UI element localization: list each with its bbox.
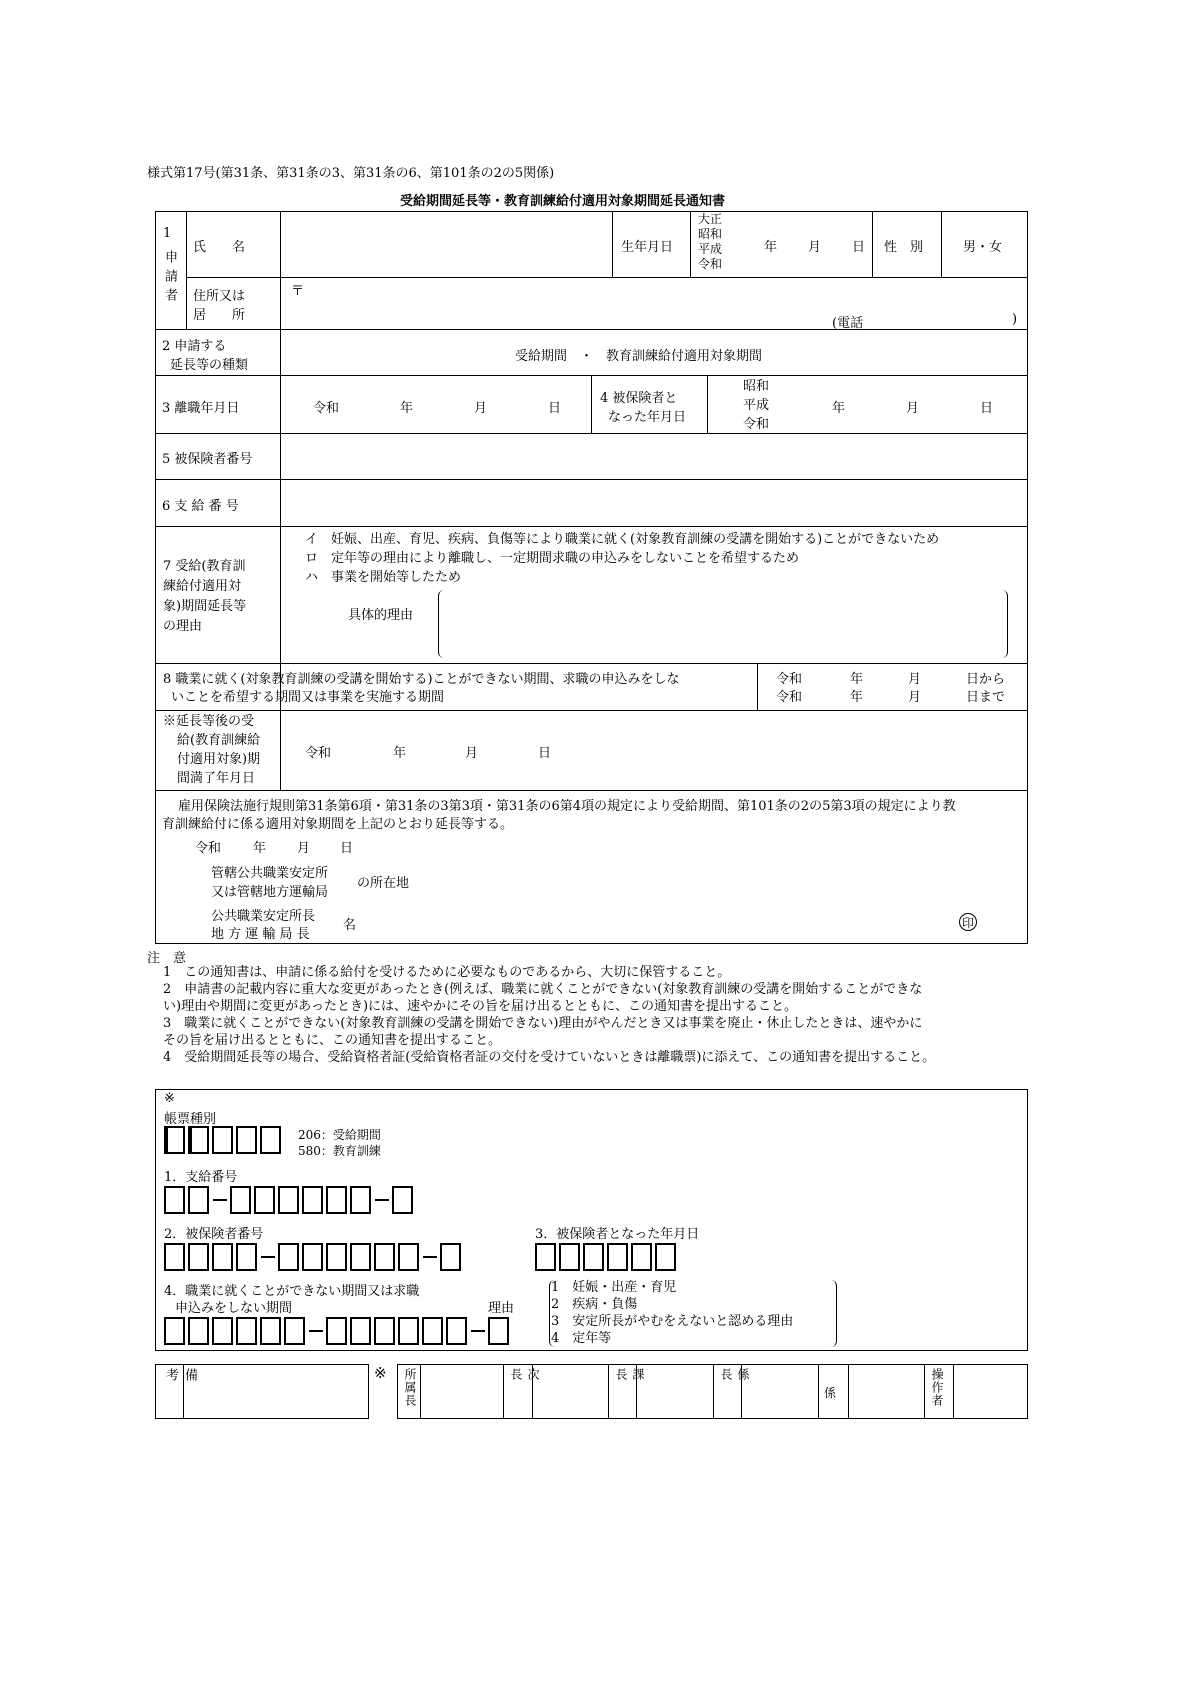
head-line2: 地 方 運 輸 局 長 (211, 927, 310, 942)
end-date-year: 年 (393, 746, 407, 761)
head-line1: 公共職業安定所長 (211, 909, 316, 924)
payment-number-field[interactable] (282, 481, 1026, 524)
section7-label-line: 象)期間延長等 (163, 599, 247, 614)
reason-code[interactable]: 3 安定所長がやむをえないと認める理由 (551, 1314, 794, 1329)
period-to-year: 年 (850, 690, 864, 705)
section3-label: 3 離職年月日 (162, 401, 240, 416)
insured-date-era-list[interactable] (743, 377, 769, 434)
insured-number-field[interactable] (282, 435, 1026, 477)
dob-day-unit: 日 (852, 240, 866, 255)
concrete-reason-label: 具体的理由 (348, 608, 414, 623)
section4-label-line2: なった年月日 (608, 410, 687, 425)
address-field[interactable] (282, 279, 1026, 327)
stamp-label-kakari: 係 (824, 1386, 837, 1400)
era-reiwa: 令和 (698, 257, 723, 271)
section7-label (163, 557, 246, 637)
section2-label-line1: 2 申請する (162, 339, 227, 354)
sex-label: 性 別 (884, 240, 924, 255)
footer-mark: ※ (374, 1364, 387, 1382)
field4-label-line1: 4．職業に就くことができない期間又は求職 (164, 1284, 420, 1299)
insured-date-boxes[interactable] (535, 1243, 679, 1271)
section8-label-line2: いことを希望する期間又は事業を実施する期間 (171, 690, 445, 705)
notice-text-line2: 育訓練給付に係る適用対象期間を上記のとおり延長等する。 (162, 817, 514, 832)
sex-choice[interactable]: 男・女 (963, 240, 1003, 255)
note-item: 2 申請書の記載内容に重大な変更があったとき(例えば、職業に就くことができない(対象教育訓練の受講を開始することができな (163, 982, 923, 997)
field1-label: 1．支給番号 (164, 1170, 238, 1185)
field2-label: 2．被保険者番号 (164, 1227, 264, 1242)
period-to-era: 令和 (776, 690, 803, 705)
era-showa: 昭和 (698, 227, 723, 241)
concrete-reason-field[interactable] (438, 590, 1008, 658)
notice-text-line1: 雇用保険法施行規則第31条第6項・第31条の3第3項・第31条の6第4項の規定により受給期間、第101条の2の5第3項の規定により教 (178, 799, 956, 814)
end-date-month: 月 (465, 746, 479, 761)
office-suffix: の所在地 (357, 876, 410, 891)
period-from-era: 令和 (776, 672, 803, 687)
section4-label-line1: 4 被保険者と (600, 391, 678, 406)
end-date-era: 令和 (305, 746, 332, 761)
period-from-month: 月 (908, 672, 922, 687)
reason-code[interactable]: 1 妊娠・出産・育児 (551, 1280, 677, 1295)
notice-date-month: 月 (297, 841, 311, 856)
form-type-opt: 580：教育訓練 (298, 1144, 381, 1158)
office-line1: 管轄公共職業安定所 (211, 866, 329, 881)
reason-option-ro[interactable]: ロ 定年等の理由により離職し、一定期間求職の申込みをしないことを希望するため (305, 551, 800, 566)
form-type-label: 帳票種別 (164, 1112, 217, 1127)
end-date-label (163, 712, 260, 788)
end-date-label-line: 間満了年月日 (177, 771, 256, 786)
remarks-label: 備考 (163, 1368, 197, 1395)
era-heisei: 平成 (698, 242, 723, 256)
payment-number-boxes[interactable] (164, 1186, 416, 1214)
head-suffix: 名 (343, 918, 357, 933)
section6-label: 6 支 給 番 号 (162, 499, 239, 514)
form-reference: 様式第17号(第31条、第31条の3、第31条の6、第101条の2の5関係) (147, 166, 555, 181)
field4-label-line2: 申込みをしない期間 (175, 1301, 293, 1316)
stamp-label-kakaricho: 係長 (719, 1368, 750, 1394)
section7-label-line: の理由 (163, 619, 203, 634)
address-label-line1: 住所又は (193, 289, 246, 304)
form-type-options (298, 1127, 381, 1159)
name-label: 氏 名 (193, 240, 246, 255)
postal-mark: 〒 (291, 284, 305, 299)
dob-year-unit: 年 (764, 240, 778, 255)
note-item: 3 職業に就くことができない(対象教育訓練の受講を開始できない)理由がやんだとき又は事業を廃止・休止したときは、速やかに (163, 1016, 923, 1031)
notes-list (163, 964, 935, 1066)
period-from-suffix: 日から (966, 672, 1006, 687)
separation-month-unit: 月 (474, 401, 488, 416)
period-boxes[interactable] (164, 1317, 512, 1345)
reason-option-i[interactable]: イ 妊娠、出産、育児、疾病、負傷等により職業に就く(対象教育訓練の受講を開始する)ことができないため (305, 532, 940, 547)
stamp-label-shozokucho: 所属長 (403, 1368, 417, 1407)
era-heisei: 平成 (743, 398, 770, 413)
insured-day-unit: 日 (980, 401, 994, 416)
form-title: 受給期間延長等・教育訓練給付適用対象期間延長通知書 (400, 194, 726, 209)
dob-era-list[interactable] (698, 212, 722, 272)
note-item: 1 この通知書は、申請に係る給付を受けるために必要なものであるから、大切に保管すること。 (163, 965, 731, 980)
dob-label: 生年月日 (621, 240, 674, 255)
period-to-month: 月 (908, 690, 922, 705)
reason-code[interactable]: 4 定年等 (551, 1331, 612, 1346)
form-type-boxes[interactable] (164, 1126, 284, 1154)
period-to-suffix: 日まで (966, 690, 1006, 705)
note-item: い)理由や期間に変更があったとき)には、速やかにその旨を届け出るとともに、この通知書を提出すること。 (163, 999, 798, 1014)
insured-number-boxes[interactable] (164, 1243, 464, 1271)
note-item: その旨を届け出るとともに、この通知書を提出すること。 (163, 1033, 502, 1048)
separation-era: 令和 (313, 401, 340, 416)
separation-date-field[interactable] (282, 377, 589, 431)
notice-date-year: 年 (253, 841, 267, 856)
section7-label-line: 7 受給(教育訓 (163, 559, 246, 574)
notice-date-era: 令和 (195, 841, 222, 856)
era-reiwa: 令和 (743, 417, 770, 432)
section2-label-line2: 延長等の種類 (170, 358, 249, 373)
notes-heading: 注 意 (147, 951, 187, 966)
field3-label: 3．被保険者となった年月日 (535, 1227, 700, 1242)
notice-date-day: 日 (340, 841, 354, 856)
address-label-line2: 居 所 (193, 308, 246, 323)
dob-month-unit: 月 (808, 240, 822, 255)
era-showa: 昭和 (743, 379, 770, 394)
end-date-label-line: ※延長等後の受 (163, 714, 255, 729)
stamp-label-jicho: 次長 (509, 1368, 540, 1394)
reason-label: 理由 (488, 1301, 515, 1316)
stamp-label-kacho: 課長 (614, 1368, 645, 1394)
insured-year-unit: 年 (832, 401, 846, 416)
period-from-year: 年 (850, 672, 864, 687)
separation-year-unit: 年 (400, 401, 414, 416)
separation-day-unit: 日 (548, 401, 562, 416)
section5-label: 5 被保険者番号 (162, 452, 253, 467)
office-line2: 又は管轄地方運輸局 (211, 885, 329, 900)
note-item: 4 受給期間延長等の場合、受給資格者証(受給資格者証の交付を受けていないときは離職票)に添えて、この通知書を提出すること。 (163, 1050, 936, 1065)
reason-options (305, 530, 939, 587)
section8-label-line1: 8 職業に就く(対象教育訓練の受講を開始する)ことができない期間、求職の申込みをしな (163, 672, 680, 687)
form-type-opt: 206：受給期間 (298, 1128, 381, 1142)
phone-close: ) (1012, 312, 1018, 327)
name-field[interactable] (282, 213, 610, 275)
end-date-label-line: 付適用対象)期 (177, 752, 261, 767)
applicant-group-label: 申請者 (162, 250, 177, 307)
extension-type-choice[interactable]: 受給期間 ・ 教育訓練給付適用対象期間 (515, 349, 763, 364)
reason-code-options (551, 1279, 793, 1347)
section7-label-line: 練給付適用対 (163, 579, 242, 594)
reason-option-ha[interactable]: ハ 事業を開始等したため (305, 570, 462, 585)
section1-number: 1 (163, 226, 172, 241)
insured-month-unit: 月 (906, 401, 920, 416)
reason-code[interactable]: 2 疾病・負傷 (551, 1297, 638, 1312)
end-date-day: 日 (538, 746, 552, 761)
era-taisho: 大正 (698, 212, 723, 226)
stamp-label-operator: 操作者 (930, 1368, 944, 1407)
end-date-label-line: 給(教育訓練給 (177, 733, 261, 748)
phone-label: (電話 (832, 316, 864, 331)
seal-mark: 印 (959, 913, 977, 931)
office-use-mark: ※ (164, 1091, 175, 1106)
